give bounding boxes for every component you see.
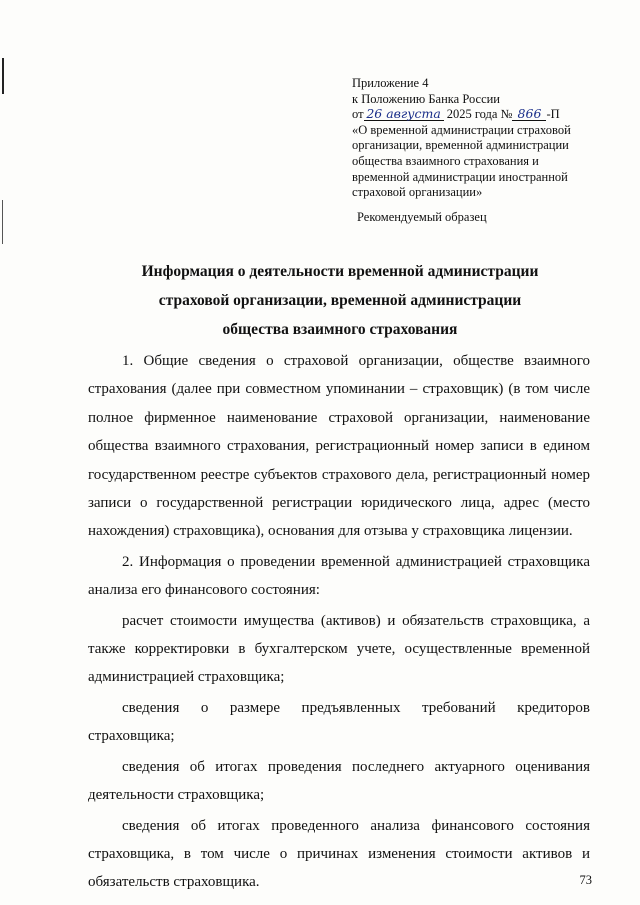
recommended-sample-label: Рекомендуемый образец: [357, 210, 487, 224]
paragraph-actuarial-assessment: сведения об итогах проведения последнего актуарного оценивания деятельности страховщика;: [88, 758, 590, 804]
handwritten-number: 866: [517, 106, 542, 122]
title-line-3: общества взаимного страхования: [222, 321, 458, 338]
regulation-title-line-2: организации, временной администрации: [352, 138, 569, 153]
paragraph-financial-analysis: 2. Информация о проведении временной администрацией страховщика анализа его финансового состояния:: [88, 553, 590, 599]
document-title: [80, 257, 600, 344]
regulation-title-line-5: страховой организации»: [352, 185, 483, 200]
date-number-line: [352, 107, 612, 123]
regulation-reference: к Положению Банка России: [352, 91, 500, 106]
margin-bar-top: [2, 58, 4, 94]
date-prefix: от: [352, 107, 364, 122]
appendix-label: Приложение 4: [352, 76, 429, 90]
paragraph-general-info: 1. Общие сведения о страховой организации, обществе взаимного страхования (далее при совместном упоминании – страховщик) (в том числе полное фирменное наименование страховой организации, наименование общества взаимного страхования, регистрационный номер записи в едином государственном реестре субъектов страхового дела, регистрационный номер записи о государственной регистрации юридического лица, адрес (место нахождения) страховщика), основания для отзыва у страховщика лицензии.: [88, 353, 590, 540]
handwritten-date: 26 августа: [366, 106, 441, 122]
year-and-number-label: 2025 года №: [446, 107, 513, 122]
paragraph-creditor-claims: сведения о размере предъявленных требований кредиторов страховщика;: [88, 699, 590, 745]
title-line-1: Информация о деятельности временной администрации: [141, 263, 539, 280]
regulation-title-line-1: «О временной администрации страховой: [352, 122, 571, 137]
document-body: [88, 347, 590, 899]
paragraph-asset-valuation: расчет стоимости имущества (активов) и обязательств страховщика, а также корректировки в бухгалтерском учете, осуществленные временной администрацией страховщика;: [88, 612, 590, 686]
appendix-header: [352, 76, 612, 201]
number-suffix: -П: [546, 107, 560, 122]
title-line-2: страховой организации, временной администрации: [158, 292, 522, 309]
margin-bar-bottom: [2, 200, 3, 244]
regulation-title-line-4: временной администрации иностранной: [352, 169, 568, 184]
paragraph-analysis-results: сведения об итогах проведенного анализа финансового состояния страховщика, в том числе о причинах изменения стоимости активов и обязательств страховщика.: [88, 817, 590, 891]
page-number: 73: [579, 873, 592, 887]
regulation-title-line-3: общества взаимного страхования и: [352, 153, 539, 168]
